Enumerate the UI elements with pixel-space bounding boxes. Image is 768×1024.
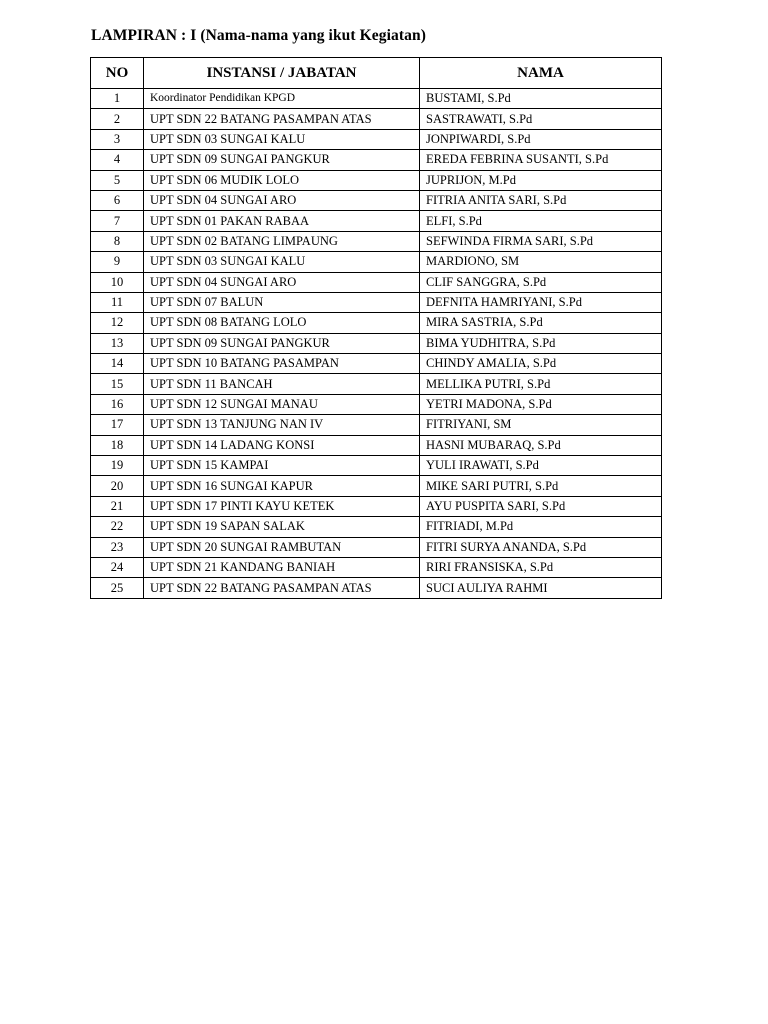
row-nama: YULI IRAWATI, S.Pd (420, 456, 662, 476)
row-no: 13 (91, 333, 144, 353)
row-no: 4 (91, 150, 144, 170)
table-row (91, 231, 662, 251)
row-no: 5 (91, 170, 144, 190)
table-row (91, 190, 662, 210)
participants-table (90, 57, 662, 599)
row-nama: JUPRIJON, M.Pd (420, 170, 662, 190)
row-no: 17 (91, 415, 144, 435)
row-instansi: UPT SDN 09 SUNGAI PANGKUR (144, 150, 420, 170)
row-instansi: UPT SDN 20 SUNGAI RAMBUTAN (144, 537, 420, 557)
row-instansi: UPT SDN 16 SUNGAI KAPUR (144, 476, 420, 496)
row-instansi: UPT SDN 06 MUDIK LOLO (144, 170, 420, 190)
table-row (91, 272, 662, 292)
row-instansi: UPT SDN 09 SUNGAI PANGKUR (144, 333, 420, 353)
header-nama: NAMA (420, 58, 662, 89)
row-nama: RIRI FRANSISKA, S.Pd (420, 557, 662, 577)
row-nama: FITRI SURYA ANANDA, S.Pd (420, 537, 662, 557)
row-nama: ELFI, S.Pd (420, 211, 662, 231)
row-instansi: UPT SDN 04 SUNGAI ARO (144, 190, 420, 210)
row-instansi: UPT SDN 19 SAPAN SALAK (144, 517, 420, 537)
row-instansi: UPT SDN 22 BATANG PASAMPAN ATAS (144, 109, 420, 129)
row-nama: FITRIADI, M.Pd (420, 517, 662, 537)
row-instansi: UPT SDN 03 SUNGAI KALU (144, 129, 420, 149)
row-no: 7 (91, 211, 144, 231)
table-row (91, 354, 662, 374)
row-instansi: UPT SDN 08 BATANG LOLO (144, 313, 420, 333)
row-nama: EREDA FEBRINA SUSANTI, S.Pd (420, 150, 662, 170)
row-no: 23 (91, 537, 144, 557)
row-nama: MIKE SARI PUTRI, S.Pd (420, 476, 662, 496)
row-nama: BIMA YUDHITRA, S.Pd (420, 333, 662, 353)
row-no: 11 (91, 292, 144, 312)
row-nama: AYU PUSPITA SARI, S.Pd (420, 496, 662, 516)
row-instansi: UPT SDN 21 KANDANG BANIAH (144, 557, 420, 577)
row-nama: SUCI AULIYA RAHMI (420, 578, 662, 598)
row-instansi: UPT SDN 14 LADANG KONSI (144, 435, 420, 455)
row-no: 2 (91, 109, 144, 129)
row-no: 14 (91, 354, 144, 374)
row-no: 1 (91, 89, 144, 109)
table-row (91, 170, 662, 190)
row-instansi: UPT SDN 03 SUNGAI KALU (144, 252, 420, 272)
table-row (91, 456, 662, 476)
row-no: 3 (91, 129, 144, 149)
table-row (91, 313, 662, 333)
table-row (91, 211, 662, 231)
row-no: 16 (91, 394, 144, 414)
header-instansi: INSTANSI / JABATAN (144, 58, 420, 89)
table-row (91, 517, 662, 537)
row-no: 6 (91, 190, 144, 210)
row-nama: JONPIWARDI, S.Pd (420, 129, 662, 149)
table-row (91, 150, 662, 170)
table-row (91, 252, 662, 272)
row-nama: YETRI MADONA, S.Pd (420, 394, 662, 414)
table-row (91, 292, 662, 312)
row-instansi: UPT SDN 01 PAKAN RABAA (144, 211, 420, 231)
table-row (91, 129, 662, 149)
table-row (91, 374, 662, 394)
row-nama: MELLIKA PUTRI, S.Pd (420, 374, 662, 394)
row-instansi: UPT SDN 13 TANJUNG NAN IV (144, 415, 420, 435)
row-nama: BUSTAMI, S.Pd (420, 89, 662, 109)
row-nama: CLIF SANGGRA, S.Pd (420, 272, 662, 292)
row-nama: DEFNITA HAMRIYANI, S.Pd (420, 292, 662, 312)
row-no: 21 (91, 496, 144, 516)
row-nama: FITRIA ANITA SARI, S.Pd (420, 190, 662, 210)
table-row (91, 537, 662, 557)
row-no: 15 (91, 374, 144, 394)
row-no: 9 (91, 252, 144, 272)
row-no: 12 (91, 313, 144, 333)
row-instansi: UPT SDN 15 KAMPAI (144, 456, 420, 476)
row-nama: HASNI MUBARAQ, S.Pd (420, 435, 662, 455)
row-instansi: UPT SDN 11 BANCAH (144, 374, 420, 394)
table-header-row (91, 58, 662, 89)
row-instansi: UPT SDN 12 SUNGAI MANAU (144, 394, 420, 414)
row-no: 24 (91, 557, 144, 577)
table-row (91, 557, 662, 577)
row-instansi: Koordinator Pendidikan KPGD (144, 89, 420, 109)
row-no: 22 (91, 517, 144, 537)
row-instansi: UPT SDN 10 BATANG PASAMPAN (144, 354, 420, 374)
table-row (91, 496, 662, 516)
table-row (91, 333, 662, 353)
document-title: LAMPIRAN : I (Nama-nama yang ikut Kegiatan) (91, 27, 426, 44)
row-no: 19 (91, 456, 144, 476)
header-no: NO (91, 58, 144, 89)
table-row (91, 476, 662, 496)
row-nama: CHINDY AMALIA, S.Pd (420, 354, 662, 374)
row-nama: FITRIYANI, SM (420, 415, 662, 435)
table-row (91, 89, 662, 109)
row-no: 20 (91, 476, 144, 496)
row-instansi: UPT SDN 17 PINTI KAYU KETEK (144, 496, 420, 516)
table-row (91, 578, 662, 598)
row-instansi: UPT SDN 04 SUNGAI ARO (144, 272, 420, 292)
row-instansi: UPT SDN 22 BATANG PASAMPAN ATAS (144, 578, 420, 598)
row-no: 8 (91, 231, 144, 251)
row-nama: MARDIONO, SM (420, 252, 662, 272)
row-nama: SEFWINDA FIRMA SARI, S.Pd (420, 231, 662, 251)
table-row (91, 109, 662, 129)
row-nama: SASTRAWATI, S.Pd (420, 109, 662, 129)
table-row (91, 435, 662, 455)
row-instansi: UPT SDN 07 BALUN (144, 292, 420, 312)
row-no: 25 (91, 578, 144, 598)
table-row (91, 394, 662, 414)
row-no: 18 (91, 435, 144, 455)
row-no: 10 (91, 272, 144, 292)
row-instansi: UPT SDN 02 BATANG LIMPAUNG (144, 231, 420, 251)
table-row (91, 415, 662, 435)
row-nama: MIRA SASTRIA, S.Pd (420, 313, 662, 333)
